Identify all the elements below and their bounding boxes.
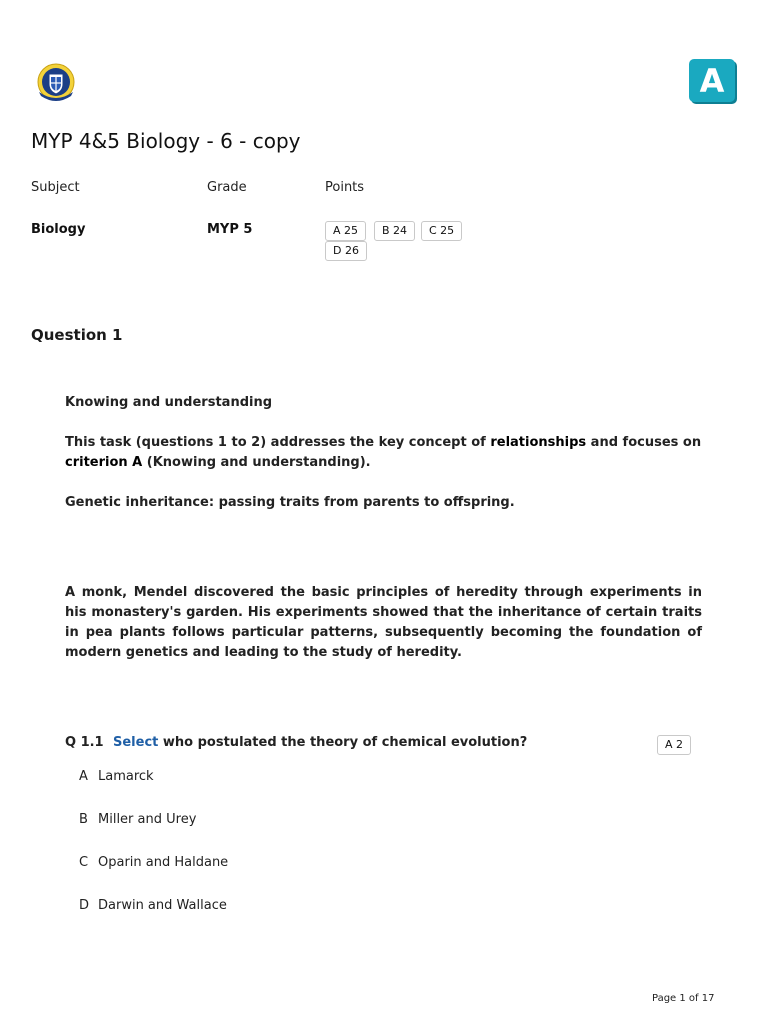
brand-logo <box>689 59 735 102</box>
question-heading: Question 1 <box>31 326 123 344</box>
brand-logo-letter: A <box>699 61 725 100</box>
points-label: Points <box>325 180 365 195</box>
grade-label: Grade <box>207 180 247 195</box>
answer-option-c[interactable] <box>79 855 228 870</box>
answer-option-d[interactable] <box>79 898 227 913</box>
option-letter: C <box>79 855 89 870</box>
task-intro-part2: and focuses on <box>586 435 702 450</box>
subject-value: Biology <box>31 222 86 237</box>
task-intro-part3: (Knowing and understanding). <box>142 455 371 470</box>
option-text: Oparin and Haldane <box>98 855 229 870</box>
points-badge-b: B 24 <box>374 221 415 241</box>
subquestion-points-badge: A 2 <box>657 735 691 755</box>
option-text: Miller and Urey <box>98 812 197 827</box>
grade-value: MYP 5 <box>207 222 253 237</box>
option-letter: A <box>79 769 88 784</box>
stimulus-passage: A monk, Mendel discovered the basic principles of heredity through experiments in his monastery's garden. His experiments showed that the inheritance of certain traits in pea plants follows particular patterns, subsequently becoming the foundation of modern genetics and leading to the study of heredity. <box>65 585 702 660</box>
task-intro-part1: This task (questions 1 to 2) addresses the key concept of <box>65 435 491 450</box>
points-badge-d: D 26 <box>325 241 367 261</box>
option-text: Darwin and Wallace <box>98 898 227 913</box>
answer-option-b[interactable] <box>79 812 196 827</box>
criterion-heading: Knowing and understanding <box>65 395 273 410</box>
page-indicator: Page 1 of 17 <box>652 993 715 1004</box>
page-title: MYP 4&5 Biology - 6 - copy <box>31 129 301 153</box>
points-badge-a: A 25 <box>325 221 366 241</box>
option-letter: B <box>79 812 88 827</box>
subquestion-text: who postulated the theory of chemical evolution? <box>158 735 528 750</box>
subquestion-prompt <box>65 735 625 750</box>
subject-label: Subject <box>31 180 80 195</box>
command-term: Select <box>113 735 159 750</box>
option-letter: D <box>79 898 90 913</box>
topic-statement: Genetic inheritance: passing traits from parents to offspring. <box>65 495 515 510</box>
answer-option-a[interactable] <box>79 769 154 784</box>
criterion-name: criterion A <box>65 455 143 470</box>
subquestion-number: Q 1.1 <box>65 735 104 750</box>
points-badge-c: C 25 <box>421 221 462 241</box>
key-concept: relationships <box>490 435 587 450</box>
task-intro <box>65 433 702 473</box>
option-text: Lamarck <box>98 769 154 784</box>
school-crest-logo <box>33 62 79 104</box>
